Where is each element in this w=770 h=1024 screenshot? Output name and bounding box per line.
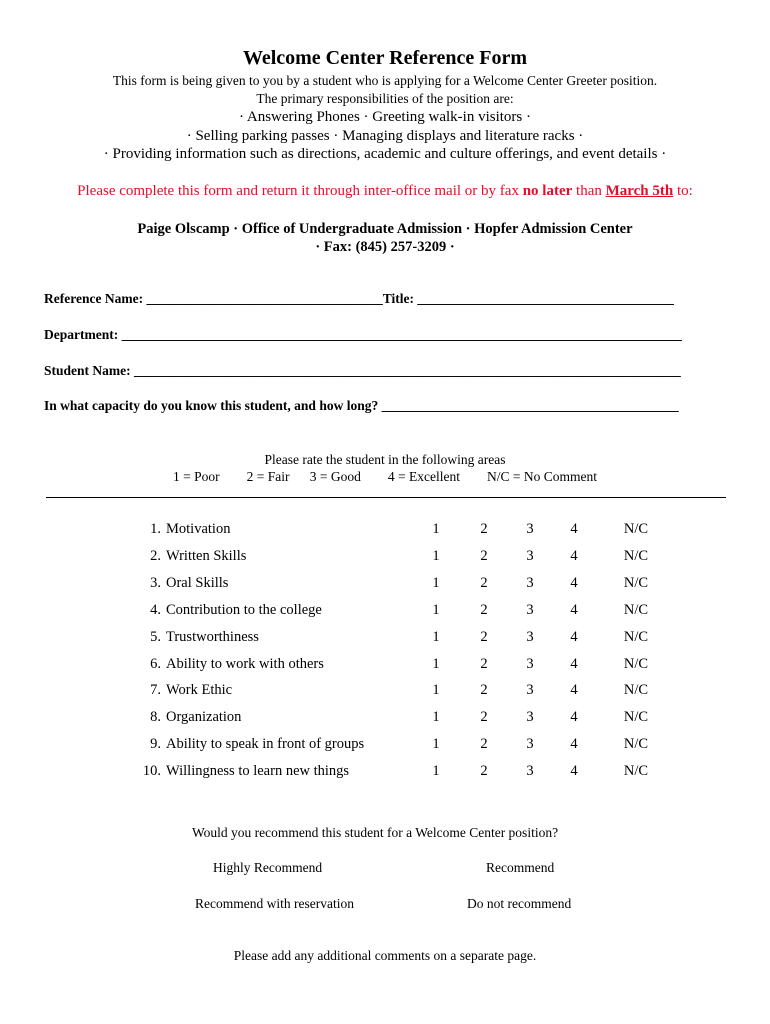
rating-option[interactable]: 2 — [480, 628, 488, 645]
rating-option[interactable]: 1 — [432, 547, 440, 564]
student-name-field[interactable]: Student Name: _________________________________________________________________________________ — [44, 363, 681, 378]
rating-option[interactable]: 1 — [432, 628, 440, 645]
rating-option[interactable]: 2 — [480, 682, 488, 699]
rating-option[interactable]: 4 — [570, 574, 578, 591]
rating-item-label: Oral Skills — [166, 574, 229, 591]
rating-item-label: Written Skills — [166, 547, 247, 564]
rating-option[interactable]: 1 — [432, 709, 440, 726]
rating-item-label: Willingness to learn new things — [166, 763, 350, 780]
rating-option[interactable]: 2 — [480, 601, 488, 618]
rating-option[interactable]: 2 — [480, 736, 488, 753]
rating-item-number: 5. — [150, 628, 161, 645]
instruction-suffix: to: — [673, 183, 693, 199]
rating-option[interactable]: 2 — [480, 574, 488, 591]
option-do-not-recommend[interactable]: Do not recommend — [467, 896, 572, 911]
rating-row — [0, 575, 770, 595]
rating-option[interactable]: N/C — [623, 601, 649, 618]
rating-option[interactable]: 4 — [570, 763, 578, 780]
responsibilities-line-2: · Selling parking passes · Managing displays and literature racks · — [186, 128, 584, 144]
rating-option[interactable]: 3 — [526, 521, 534, 537]
option-recommend-with-reservation[interactable]: Recommend with reservation — [195, 896, 354, 911]
rating-row — [0, 763, 770, 783]
rating-option[interactable]: 4 — [570, 682, 578, 699]
rating-scale: 1 = Poor 2 = Fair 3 = Good 4 = Excellent N/C = No Comment — [173, 469, 597, 484]
rating-option[interactable]: N/C — [623, 763, 649, 780]
rating-option[interactable]: 1 — [432, 601, 440, 618]
responsibilities-line-1: · Answering Phones · Greeting walk-in visitors · — [238, 109, 532, 125]
rating-option[interactable]: N/C — [623, 736, 649, 753]
rating-option[interactable]: 2 — [480, 709, 488, 726]
rating-option[interactable]: 1 — [432, 763, 440, 780]
rating-option[interactable]: 4 — [570, 655, 578, 672]
rating-option[interactable]: 3 — [526, 601, 534, 618]
footer-note: Please add any additional comments on a separate page. — [233, 948, 537, 963]
instruction-emphasis: no later — [522, 183, 573, 199]
rating-row — [0, 709, 770, 729]
rating-item-label: Contribution to the college — [166, 601, 322, 618]
rating-item-number: 3. — [150, 574, 161, 591]
return-instruction — [0, 183, 770, 200]
rating-option[interactable]: 2 — [480, 521, 488, 537]
rating-row — [0, 682, 770, 702]
rating-item-number: 9. — [150, 736, 161, 753]
rating-option[interactable]: 2 — [480, 547, 488, 564]
rating-item-label: Motivation — [166, 521, 231, 537]
form-title: Welcome Center Reference Form — [242, 47, 528, 69]
rating-option[interactable]: 3 — [526, 736, 534, 753]
rating-heading: Please rate the student in the following areas — [264, 452, 506, 467]
rating-option[interactable]: 4 — [570, 736, 578, 753]
rating-item-number: 8. — [150, 709, 161, 726]
rating-option[interactable]: 1 — [432, 521, 440, 537]
rating-option[interactable]: 3 — [526, 547, 534, 564]
option-recommend[interactable]: Recommend — [486, 860, 555, 875]
rating-option[interactable]: 1 — [432, 736, 440, 753]
intro-line-2: The primary responsibilities of the position are: — [256, 91, 514, 106]
rating-option[interactable]: 4 — [570, 547, 578, 564]
rating-item-number: 1. — [150, 521, 161, 537]
rating-item-number: 10. — [142, 763, 161, 780]
rating-option[interactable]: 3 — [526, 628, 534, 645]
rating-option[interactable]: 1 — [432, 574, 440, 591]
rating-item-number: 4. — [150, 601, 161, 618]
contact-line-1: Paige Olscamp · Office of Undergraduate Admission · Hopfer Admission Center — [137, 221, 633, 237]
rating-option[interactable]: 3 — [526, 682, 534, 699]
instruction-prefix: Please complete this form and return it through inter-office mail or by fax — [77, 183, 523, 199]
section-divider — [46, 497, 726, 498]
rating-option[interactable]: 3 — [526, 574, 534, 591]
instruction-middle: than — [572, 183, 606, 199]
rating-row — [0, 629, 770, 649]
rating-option[interactable]: 3 — [526, 763, 534, 780]
rating-option[interactable]: 4 — [570, 521, 578, 537]
rating-row — [0, 656, 770, 676]
recommendation-question: Would you recommend this student for a Welcome Center position? — [191, 825, 559, 840]
rating-row — [0, 602, 770, 622]
responsibilities-line-3: · Providing information such as directions, academic and culture offerings, and event details · — [103, 146, 667, 162]
department-field[interactable]: Department: ___________________________________________________________________________________ — [44, 327, 682, 342]
rating-option[interactable]: 1 — [432, 682, 440, 699]
rating-row — [0, 521, 770, 541]
rating-option[interactable]: 2 — [480, 763, 488, 780]
rating-option[interactable]: N/C — [623, 655, 649, 672]
rating-item-number: 6. — [150, 655, 161, 672]
contact-line-2: · Fax: (845) 257-3209 · — [315, 239, 455, 255]
intro-line-1: This form is being given to you by a student who is applying for a Welcome Center Greeter position. — [112, 73, 658, 88]
instruction-deadline: March 5th — [605, 183, 674, 199]
rating-item-number: 7. — [150, 682, 161, 699]
rating-item-label: Ability to speak in front of groups — [166, 736, 365, 753]
rating-item-label: Trustworthiness — [166, 628, 259, 645]
rating-option[interactable]: 3 — [526, 655, 534, 672]
rating-item-number: 2. — [150, 547, 161, 564]
rating-option[interactable]: 1 — [432, 655, 440, 672]
reference-name-field[interactable]: Reference Name: ___________________________________Title: ______________________________________ — [44, 291, 674, 306]
rating-option[interactable]: N/C — [623, 574, 649, 591]
rating-item-label: Work Ethic — [166, 682, 233, 699]
rating-item-label: Organization — [166, 709, 242, 726]
option-highly-recommend[interactable]: Highly Recommend — [213, 860, 323, 875]
rating-option[interactable]: N/C — [623, 709, 649, 726]
rating-option[interactable]: 4 — [570, 628, 578, 645]
rating-option[interactable]: N/C — [623, 521, 649, 537]
capacity-field[interactable]: In what capacity do you know this student, and how long? ____________________________________________ — [44, 398, 679, 413]
rating-option[interactable]: N/C — [623, 682, 649, 699]
rating-option[interactable]: 3 — [526, 709, 534, 726]
rating-option[interactable]: N/C — [623, 547, 649, 564]
rating-row — [0, 548, 770, 568]
rating-option[interactable]: 2 — [480, 655, 488, 672]
rating-row — [0, 736, 770, 756]
rating-option[interactable]: N/C — [623, 628, 649, 645]
rating-option[interactable]: 4 — [570, 601, 578, 618]
rating-option[interactable]: 4 — [570, 709, 578, 726]
rating-item-label: Ability to work with others — [166, 655, 324, 672]
